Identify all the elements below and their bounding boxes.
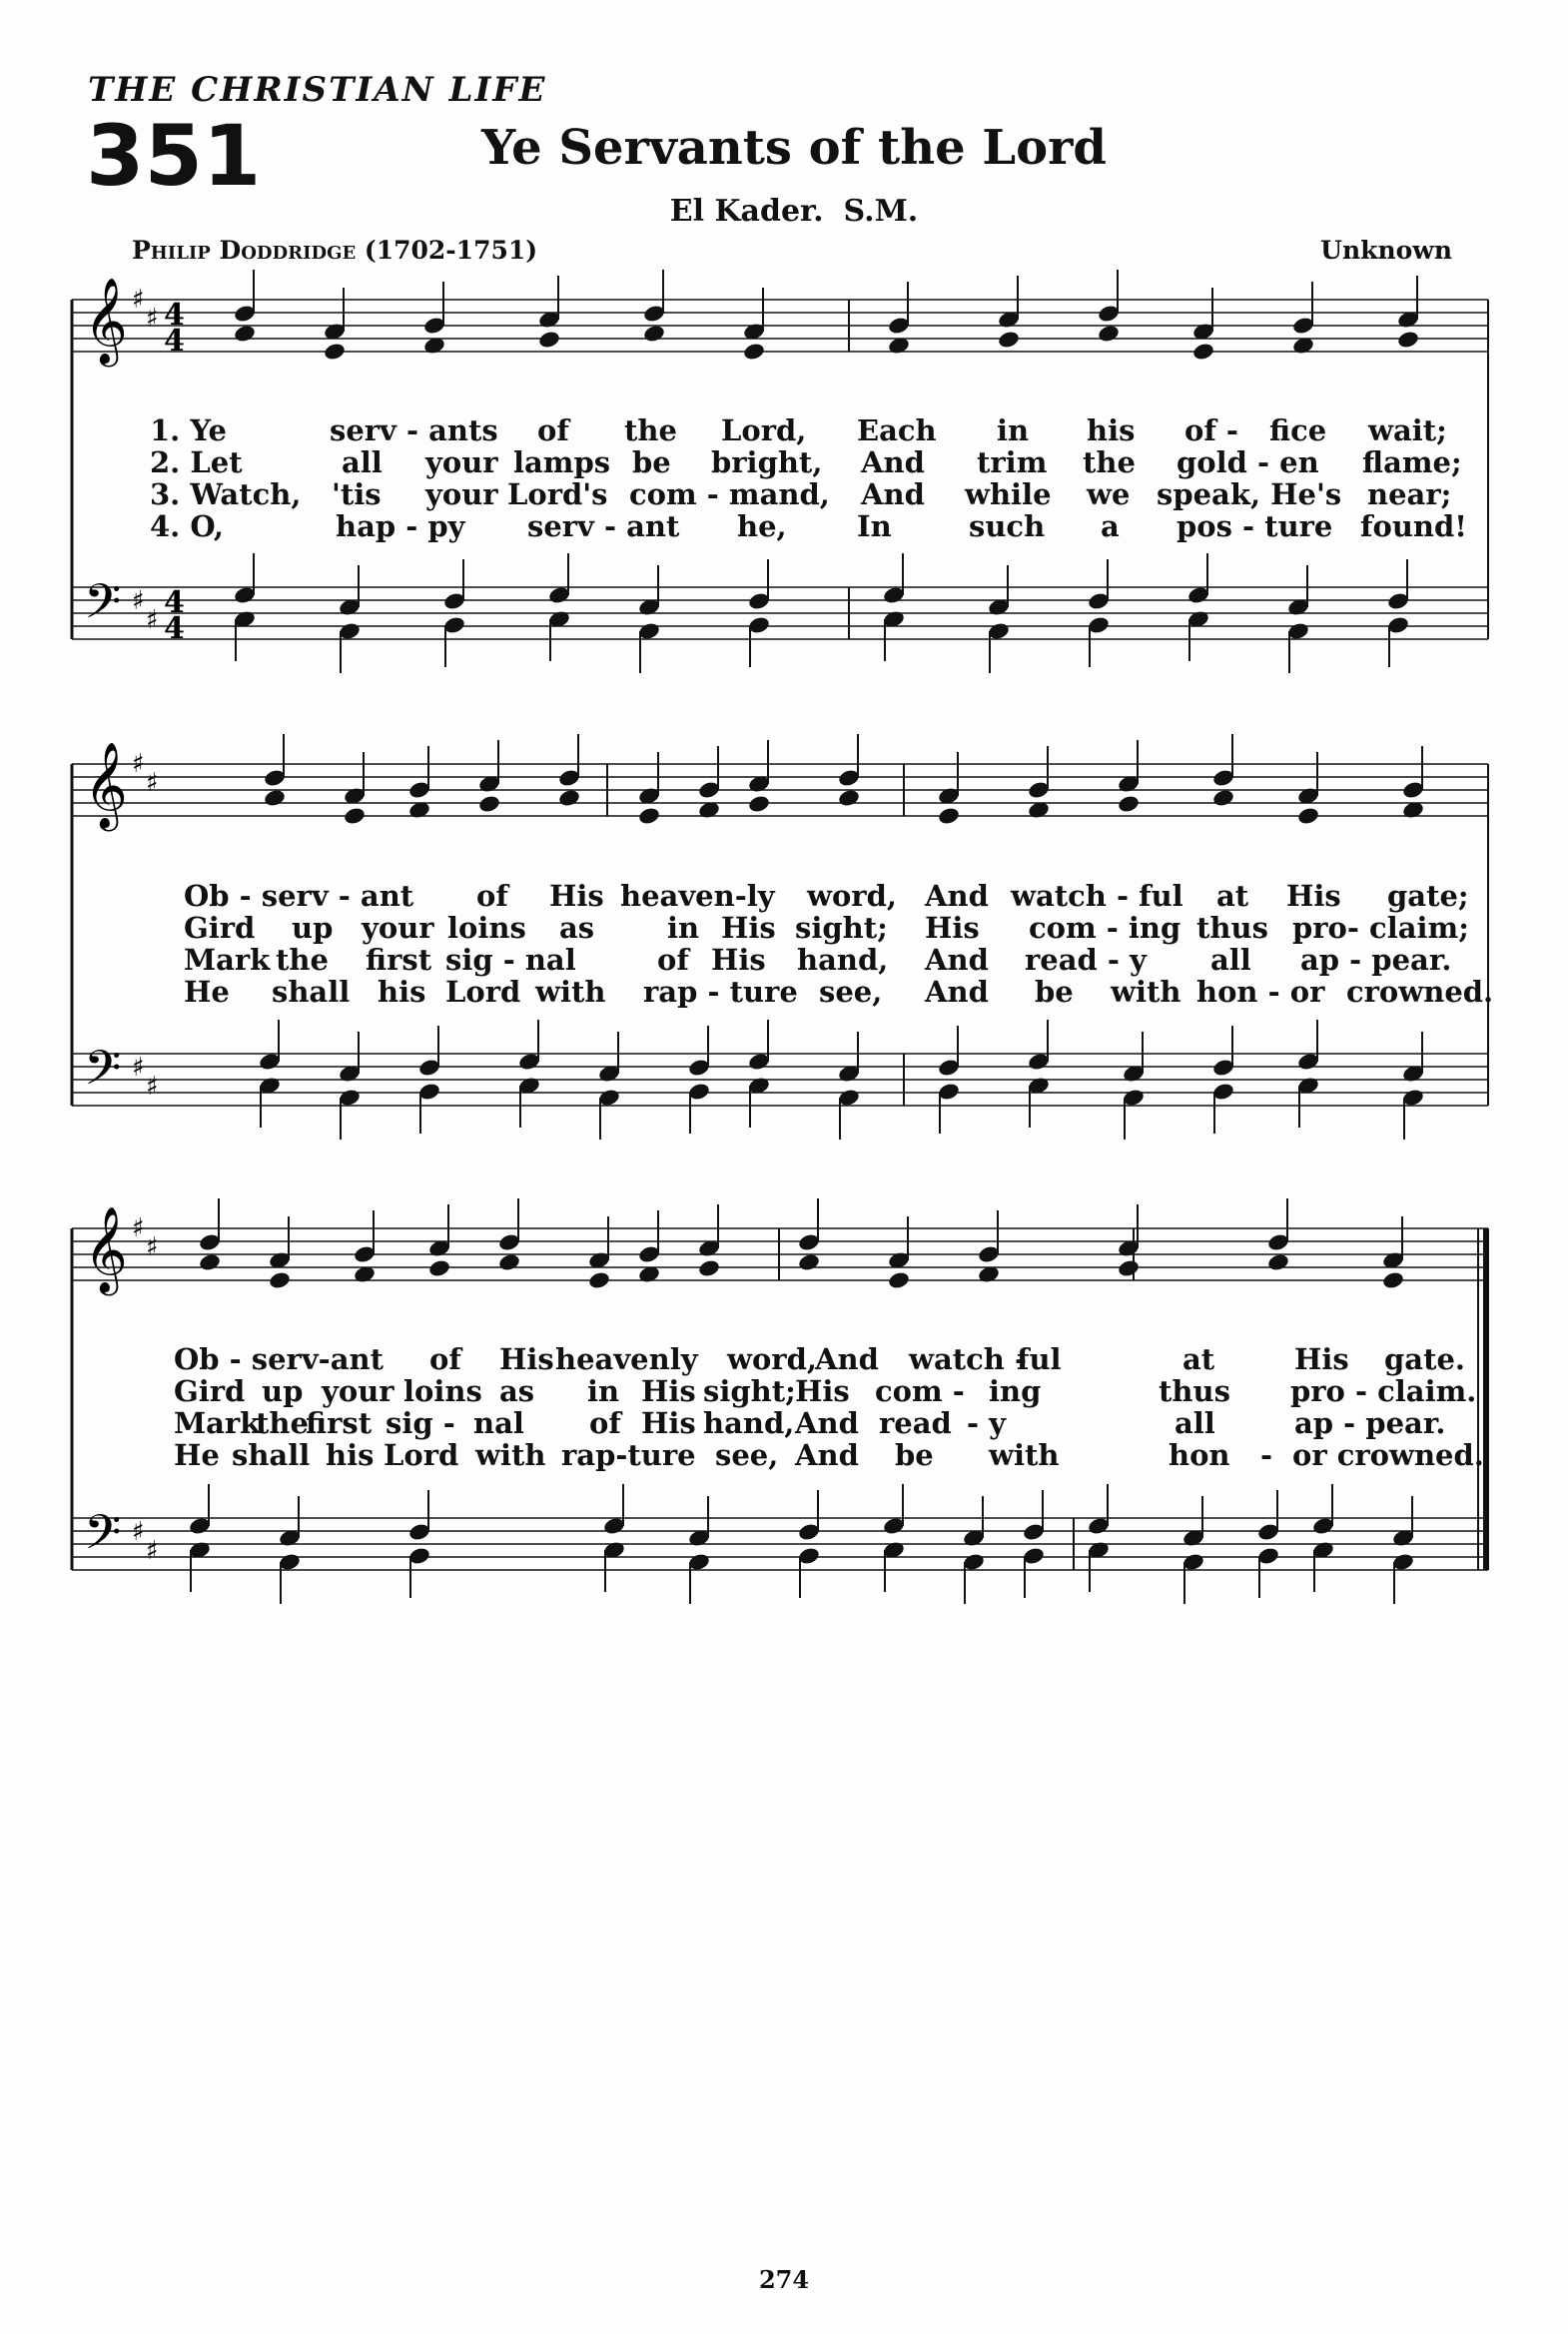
lyric-syllable: gold - en (1176, 445, 1319, 479)
lyric-syllable: In (857, 509, 892, 543)
verse-4-line (0, 975, 1568, 1007)
lyric-syllable: of - (1184, 413, 1238, 447)
lyric-syllable: And (925, 943, 989, 977)
sharp-icon: ♯ (132, 285, 145, 315)
lyric-syllable: And (925, 879, 989, 913)
lyric-syllable: hap - py (336, 509, 465, 543)
notehead (642, 324, 666, 344)
sharp-icon: ♯ (146, 304, 159, 334)
notehead (837, 788, 861, 808)
lyric-syllable: gate. (1384, 1342, 1466, 1376)
lyric-syllable: while (965, 477, 1052, 511)
notehead (937, 806, 961, 826)
lyric-syllable: flame; (1362, 445, 1462, 479)
notehead (1117, 1258, 1141, 1278)
bass-clef-icon: 𝄢 (84, 1504, 122, 1572)
lyric-syllable: 'tis (332, 477, 382, 511)
notehead (557, 788, 581, 808)
sharp-icon: ♯ (132, 1213, 145, 1243)
lyric-syllable: his (326, 1438, 375, 1472)
lyric-syllable: And (925, 975, 989, 1009)
sharp-icon: ♯ (146, 1232, 159, 1262)
sharp-icon: ♯ (146, 605, 159, 635)
notehead (1211, 788, 1235, 808)
lyric-syllable: - (1260, 1438, 1273, 1472)
notehead (268, 1270, 292, 1290)
lyric-syllable: nal (473, 1406, 524, 1440)
notehead (1266, 1252, 1290, 1272)
lyric-syllable: found! (1360, 509, 1467, 543)
lyric-syllable: your (322, 1374, 394, 1408)
lyric-syllable: His (549, 879, 604, 913)
lyric-syllable: gate; (1387, 879, 1469, 913)
lyric-syllable: ing (989, 1374, 1042, 1408)
sharp-icon: ♯ (146, 1072, 159, 1102)
lyric-syllable: with (1111, 975, 1181, 1009)
lyric-syllable: speak, He's (1157, 477, 1342, 511)
lyric-syllable: Ob - serv - ant (184, 879, 414, 913)
notehead (537, 330, 561, 350)
lyric-syllable: His (925, 911, 980, 945)
notehead (997, 330, 1021, 350)
verse-2-line (0, 445, 1568, 477)
verse-2-line (0, 1374, 1568, 1406)
notehead (797, 1252, 821, 1272)
lyric-syllable: Lord (384, 1438, 459, 1472)
lyric-syllable: 3. Watch, (150, 477, 302, 511)
notehead (697, 1258, 721, 1278)
lyric-syllable: ap - pear. (1300, 943, 1452, 977)
lyric-syllable: all (1210, 943, 1251, 977)
notehead (1396, 330, 1420, 350)
lyric-syllable: in (997, 413, 1030, 447)
lyric-syllable: sig - nal (445, 943, 576, 977)
lyric-syllable: be (632, 445, 671, 479)
lyric-syllable: His (795, 1374, 850, 1408)
lyric-syllable: read - y (1025, 943, 1147, 977)
lyric-syllable: And (795, 1438, 859, 1472)
lyric-syllable: com - mand, (629, 477, 830, 511)
tune-name: El Kader. (669, 194, 824, 229)
verse-3-line (0, 943, 1568, 975)
lyric-syllable: And (861, 477, 925, 511)
notehead (637, 806, 661, 826)
lyrics-system-2 (0, 879, 1568, 1039)
lyric-syllable: lamps (513, 445, 611, 479)
notehead (497, 1252, 521, 1272)
lyric-syllable: He (184, 975, 230, 1009)
verse-1-line (0, 413, 1568, 445)
lyric-syllable: shall (232, 1438, 311, 1472)
lyric-syllable: see, (819, 975, 883, 1009)
notehead (747, 794, 771, 814)
lyric-syllable: thus (1159, 1374, 1230, 1408)
notehead (887, 1270, 911, 1290)
lyric-syllable: - y (967, 1406, 1006, 1440)
sharp-icon: ♯ (132, 749, 145, 779)
lyric-syllable: Lord, (721, 413, 807, 447)
lyric-syllable: crowned. (1346, 975, 1494, 1009)
lyric-syllable: be (1035, 975, 1074, 1009)
lyric-syllable: in (667, 911, 700, 945)
lyric-syllable: word, (727, 1342, 817, 1376)
time-signature-bottom: 4 (164, 324, 185, 359)
treble-clef-icon: 𝄞 (84, 278, 128, 364)
lyric-syllable: at (1216, 879, 1249, 913)
sharp-icon: ♯ (132, 1053, 145, 1083)
notehead (263, 788, 287, 808)
lyric-syllable: He (174, 1438, 220, 1472)
lyric-syllable: 2. Let (150, 445, 243, 479)
lyric-syllable: read (879, 1406, 952, 1440)
lyric-syllable: Each (857, 413, 937, 447)
lyric-syllable: watch - (909, 1342, 1028, 1376)
notehead (198, 1252, 222, 1272)
lyric-syllable: sight; (795, 911, 888, 945)
lyric-syllable: hon - or (1196, 975, 1325, 1009)
lyric-syllable: fice (1269, 413, 1327, 447)
lyric-syllable: serv - ants (330, 413, 498, 447)
lyric-syllable: com - (875, 1374, 965, 1408)
notehead (427, 1258, 451, 1278)
verse-1-line (0, 1342, 1568, 1374)
lyric-syllable: sig - (386, 1406, 455, 1440)
lyric-syllable: Mark (174, 1406, 261, 1440)
hymn-number: 351 (86, 107, 262, 205)
lyric-syllable: we (1087, 477, 1131, 511)
composer-credit: Unknown (1320, 236, 1452, 265)
lyric-syllable: your (362, 911, 434, 945)
lyric-syllable: with (475, 1438, 546, 1472)
lyric-syllable: Lord (445, 975, 521, 1009)
lyric-syllable: up (262, 1374, 304, 1408)
lyric-syllable: loins (447, 911, 526, 945)
lyric-syllable: your (425, 445, 498, 479)
page-number: 274 (758, 2265, 810, 2294)
lyric-syllable: see, (715, 1438, 779, 1472)
sharp-icon: ♯ (132, 1517, 145, 1547)
lyric-syllable: 4. O, (150, 509, 225, 543)
lyric-syllable: His (641, 1406, 696, 1440)
lyric-syllable: Mark (184, 943, 271, 977)
notehead (1117, 794, 1141, 814)
lyric-syllable: And (795, 1406, 859, 1440)
lyric-syllable: all (342, 445, 383, 479)
lyric-syllable: his (1087, 413, 1136, 447)
lyric-syllable: with (989, 1438, 1060, 1472)
author-credit: Philip Doddridge (1702-1751) (132, 236, 538, 265)
notehead (477, 794, 501, 814)
verse-1-line (0, 879, 1568, 911)
lyric-syllable: all (1175, 1406, 1215, 1440)
lyric-syllable: hand, (703, 1406, 795, 1440)
lyric-syllable: with (535, 975, 606, 1009)
notehead (323, 342, 347, 362)
lyric-syllable: of (476, 879, 508, 913)
lyric-syllable: trim (977, 445, 1048, 479)
treble-clef-icon: 𝄞 (84, 1206, 128, 1292)
lyric-syllable: of (537, 413, 569, 447)
time-signature-bottom: 4 (164, 611, 185, 646)
lyric-syllable: ful (1017, 1342, 1062, 1376)
sharp-icon: ♯ (132, 586, 145, 616)
verse-4-line (0, 509, 1568, 541)
lyrics-system-3 (0, 1342, 1568, 1502)
lyric-syllable: Ob - serv-ant (174, 1342, 384, 1376)
lyrics-system-1 (0, 413, 1568, 573)
time-signature-top: 4 (164, 298, 185, 333)
lyric-syllable: such (969, 509, 1046, 543)
lyric-syllable: His (641, 1374, 696, 1408)
lyric-syllable: hon (1169, 1438, 1230, 1472)
lyric-syllable: Lord's (507, 477, 608, 511)
notehead (1381, 1270, 1405, 1290)
lyric-syllable: or crowned. (1292, 1438, 1484, 1472)
lyric-syllable: pro- claim; (1292, 911, 1469, 945)
time-signature-top: 4 (164, 585, 185, 620)
lyric-syllable: His (711, 943, 766, 977)
lyric-syllable: his (378, 975, 426, 1009)
lyric-syllable: wait; (1368, 413, 1447, 447)
lyric-syllable: Gird (184, 911, 256, 945)
lyric-syllable: rap - ture (643, 975, 798, 1009)
lyric-syllable: your (425, 477, 498, 511)
treble-clef-icon: 𝄞 (84, 742, 128, 828)
sharp-icon: ♯ (146, 1536, 159, 1566)
notehead (1296, 806, 1320, 826)
lyric-syllable: he, (737, 509, 787, 543)
sharp-icon: ♯ (146, 768, 159, 798)
hymn-title-text: Ye Servants of the Lord (481, 120, 1107, 176)
lyric-syllable: com - ing (1029, 911, 1181, 945)
lyric-syllable: shall (272, 975, 351, 1009)
bass-clef-icon: 𝄢 (84, 573, 122, 641)
verse-4-line (0, 1438, 1568, 1470)
lyric-syllable: the (256, 1406, 309, 1440)
lyric-syllable: as (499, 1374, 535, 1408)
lyric-syllable: word, (807, 879, 897, 913)
lyric-syllable: ap - pear. (1294, 1406, 1446, 1440)
lyric-syllable: loins (403, 1374, 482, 1408)
notehead (343, 806, 367, 826)
lyric-syllable: near; (1367, 477, 1452, 511)
lyric-syllable: first (306, 1406, 373, 1440)
lyric-syllable: bright, (711, 445, 823, 479)
lyric-syllable: first (366, 943, 432, 977)
section-title: THE CHRISTIAN LIFE (88, 70, 547, 110)
lyric-syllable: the (624, 413, 677, 447)
lyric-syllable: Gird (174, 1374, 246, 1408)
lyric-syllable: of (589, 1406, 621, 1440)
lyric-syllable: His (1286, 879, 1341, 913)
notehead (742, 342, 766, 362)
lyric-syllable: thus (1196, 911, 1268, 945)
verse-2-line (0, 911, 1568, 943)
lyric-syllable: His (499, 1342, 554, 1376)
lyric-syllable: And (815, 1342, 879, 1376)
notehead (233, 324, 257, 344)
lyric-syllable: the (1083, 445, 1136, 479)
lyric-syllable: serv - ant (527, 509, 680, 543)
lyric-syllable: of (657, 943, 689, 977)
verse-3-line (0, 1406, 1568, 1438)
lyric-syllable: pos - ture (1176, 509, 1333, 543)
lyric-syllable: And (861, 445, 925, 479)
lyric-syllable: be (895, 1438, 934, 1472)
notehead (1097, 324, 1121, 344)
lyric-syllable: 1. Ye (150, 413, 228, 447)
lyric-syllable: rap-ture (561, 1438, 696, 1472)
lyric-syllable: at (1182, 1342, 1215, 1376)
lyric-syllable: His (721, 911, 776, 945)
lyric-syllable: of (429, 1342, 461, 1376)
lyric-syllable: watch - ful (1011, 879, 1183, 913)
notehead (1191, 342, 1215, 362)
lyric-syllable: the (276, 943, 329, 977)
notehead (587, 1270, 611, 1290)
lyric-syllable: His (1294, 1342, 1349, 1376)
lyric-syllable: heavenly (555, 1342, 698, 1376)
verse-3-line (0, 477, 1568, 509)
lyric-syllable: heaven-ly (620, 879, 775, 913)
lyric-syllable: as (559, 911, 595, 945)
lyric-syllable: sight; (703, 1374, 796, 1408)
bass-clef-icon: 𝄢 (84, 1040, 122, 1108)
lyric-syllable: up (292, 911, 334, 945)
lyric-syllable: a (1101, 509, 1120, 543)
lyric-syllable: in (587, 1374, 620, 1408)
meter: S.M. (843, 194, 919, 229)
lyric-syllable: hand, (797, 943, 889, 977)
lyric-syllable: pro - claim. (1290, 1374, 1477, 1408)
